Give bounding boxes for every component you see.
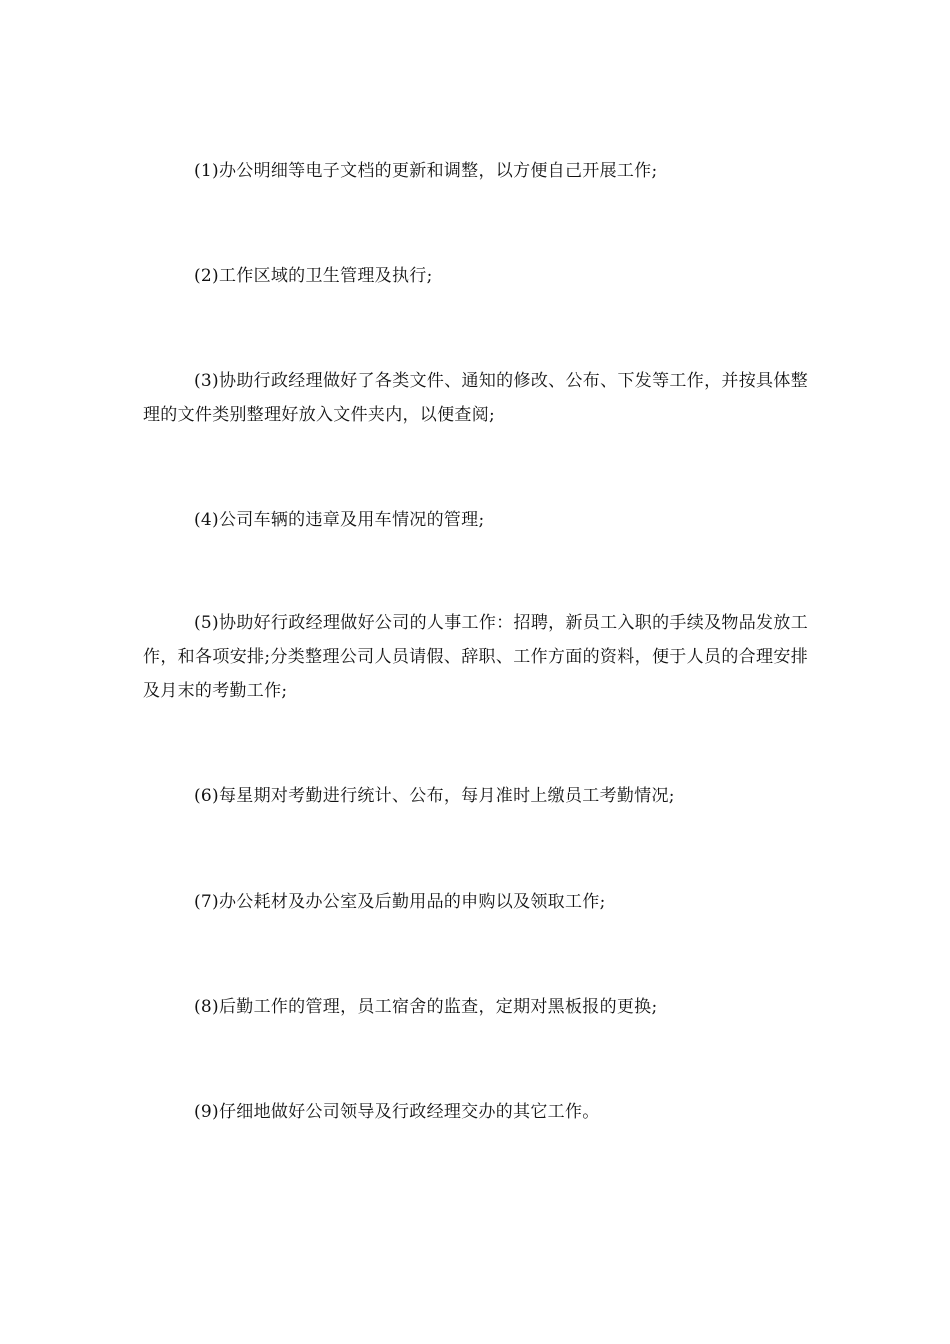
- paragraph-1: (1)办公明细等电子文档的更新和调整，以方便自己开展工作;: [194, 161, 658, 181]
- paragraph-3: (3)协助行政经理做好了各类文件、通知的修改、公布、下发等工作，并按具体整理的文件类别整理好放入文件夹内，以便查阅;: [143, 371, 808, 425]
- paragraph-8: (8)后勤工作的管理，员工宿舍的监查，定期对黑板报的更换;: [194, 997, 658, 1017]
- paragraph-7: (7)办公耗材及办公室及后勤用品的申购以及领取工作;: [194, 892, 606, 912]
- paragraph-2: (2)工作区域的卫生管理及执行;: [194, 266, 433, 286]
- paragraph-4: (4)公司车辆的违章及用车情况的管理;: [194, 510, 485, 530]
- paragraph-9: (9)仔细地做好公司领导及行政经理交办的其它工作。: [194, 1102, 600, 1122]
- paragraph-6: (6)每星期对考勤进行统计、公布，每月准时上缴员工考勤情况;: [194, 786, 675, 806]
- paragraph-5: (5)协助好行政经理做好公司的人事工作：招聘，新员工入职的手续及物品发放工作，和各项安排;分类整理公司人员请假、辞职、工作方面的资料，便于人员的合理安排及月末的考勤工作;: [143, 613, 808, 701]
